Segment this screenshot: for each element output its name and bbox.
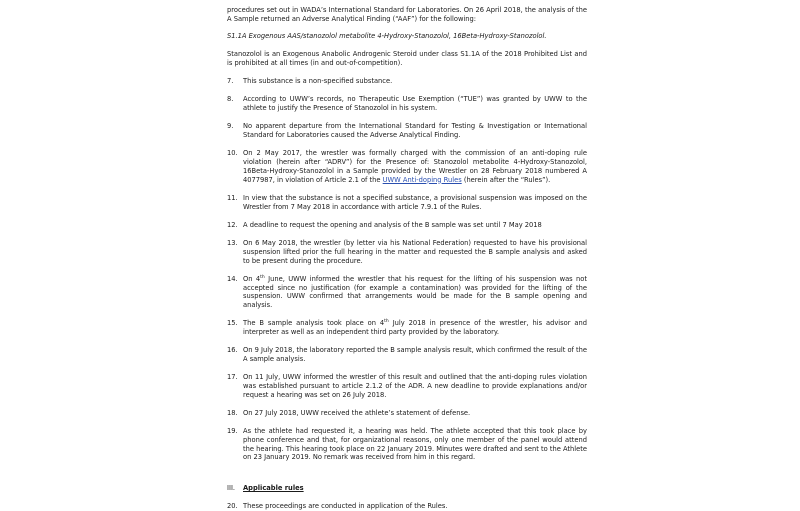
item-text: This substance is a non-specified substance.: [243, 77, 393, 86]
list-item: [227, 373, 587, 399]
item-text: On 11 July, UWW informed the wrestler of this result and outlined that the anti-doping rules violation was established pursuant to article 2.1.2 of the ADR. A new deadline to provide explanations and/or request a hearing was set on 26 July 2018.: [243, 373, 587, 399]
item-number: 8.: [227, 95, 234, 104]
item-text: A deadline to request the opening and analysis of the B sample was set until 7 May 2018: [243, 220, 542, 229]
item-number: 9.: [227, 122, 234, 131]
list-item: [227, 95, 587, 112]
document-page: [227, 6, 587, 511]
list-item: [227, 502, 587, 511]
item-number: 7.: [227, 77, 234, 86]
superscript: th: [384, 318, 389, 324]
item-text: On 9 July 2018, the laboratory reported the B sample analysis result, which confirmed the result of the A sample analysis.: [243, 346, 587, 363]
item-text-part: June, UWW informed the wrestler that his request for the lifting of his suspension was not accepted since no justification (for example a contamination) was provided for the lifting of the suspension. UWW confirmed that arrangements would be made for the B sample opening and analysis.: [243, 274, 587, 309]
item-number: 18.: [227, 408, 238, 417]
list-item: [227, 319, 587, 336]
item-number: 19.: [227, 427, 238, 436]
list-item: [227, 346, 587, 363]
item-number: 11.: [227, 193, 238, 202]
item-text: [243, 149, 587, 184]
item-text-part: On 4: [243, 274, 261, 283]
item-number: 17.: [227, 373, 238, 382]
item-text: [243, 275, 587, 310]
list-item: [227, 149, 587, 184]
item-number: 15.: [227, 319, 238, 328]
item-text-part: (herein after the “Rules”).: [461, 175, 551, 184]
anti-doping-rules-link[interactable]: UWW Anti-doping Rules: [382, 175, 462, 184]
list-item: [227, 409, 587, 418]
list-item: [227, 427, 587, 462]
stanozolol-note: Stanozolol is an Exogenous Anabolic Androgenic Steroid under class S1.1A of the 2018 Prohibited List and is prohibited at all times (in and out-of-competition).: [227, 50, 587, 67]
item-text-part: The B sample analysis took place on 4: [243, 319, 385, 328]
list-item: [227, 239, 587, 265]
list-item: [227, 122, 587, 139]
section-heading: [227, 484, 587, 493]
item-text: On 6 May 2018, the wrestler (by letter via his National Federation) requested to have his provisional suspension lifted prior the full hearing in the matter and requested the B sample analysis and asked to be present during the procedure.: [243, 239, 587, 265]
item-text: As the athlete had requested it, a hearing was held. The athlete accepted that this took place by phone conference and that, for organizational reasons, only one member of the panel would attend the hearing. This hearing took place on 22 January 2019. Minutes were drafted and sent to the Athlete on 23 January 2019. No remark was received from him in this regard.: [243, 427, 587, 462]
list-item: [227, 275, 587, 310]
item-text-part: July 2018 in presence of the wrestler, his advisor and interpreter as well as an independent third party provided by the laboratory.: [243, 319, 587, 336]
item-number: 16.: [227, 346, 238, 355]
section-title: Applicable rules: [243, 484, 304, 493]
item-text: [243, 319, 587, 336]
superscript: th: [260, 274, 265, 280]
list-item: [227, 221, 587, 230]
item-text: According to UWW’s records, no Therapeutic Use Exemption (“TUE”) was granted by UWW to the athlete to justify the Presence of Stanozolol in his system.: [243, 95, 587, 113]
list-item: [227, 77, 587, 86]
list-item: [227, 194, 587, 211]
intro-paragraph: procedures set out in WADA’s International Standard for Laboratories. On 26 April 2018, the analysis of the A Sample returned an Adverse Analytical Finding (“AAF”) for the following:: [227, 6, 587, 23]
item-text: In view that the substance is not a specified substance, a provisional suspension was imposed on the Wrestler from 7 May 2018 in accordance with article 7.9.1 of the Rules.: [243, 193, 587, 211]
item-text: On 27 July 2018, UWW received the athlete’s statement of defense.: [243, 408, 471, 417]
section-number: III.: [227, 484, 236, 493]
substance-line: S1.1A Exogenous AAS/stanozolol metabolite 4-Hydroxy-Stanozolol, 16Beta-Hydroxy-Stanozolol.: [227, 32, 547, 41]
item-number: 13.: [227, 239, 238, 248]
item-number: 12.: [227, 220, 238, 229]
item-number: 20.: [227, 502, 238, 511]
item-number: 10.: [227, 149, 238, 158]
item-text: No apparent departure from the International Standard for Testing & Investigation or International Standard for Laboratories caused the Adverse Analytical Finding.: [243, 122, 587, 140]
item-number: 14.: [227, 274, 238, 283]
item-text-part: On 2 May 2017, the wrestler was formally charged with the commission of an anti-doping rule violation (herein after “ADRV”) for the Presence of: Stanozolol metabolite 4-Hydroxy-Stanozolol, 16Beta-Hydroxy-Stanozolol in a Sample provided by the Wrestler on 28 February 2018 numbered A 4077987, in violation of Article 2.1 of the: [243, 149, 587, 184]
intro-block: [227, 6, 587, 68]
item-text: These proceedings are conducted in application of the Rules.: [243, 502, 448, 511]
